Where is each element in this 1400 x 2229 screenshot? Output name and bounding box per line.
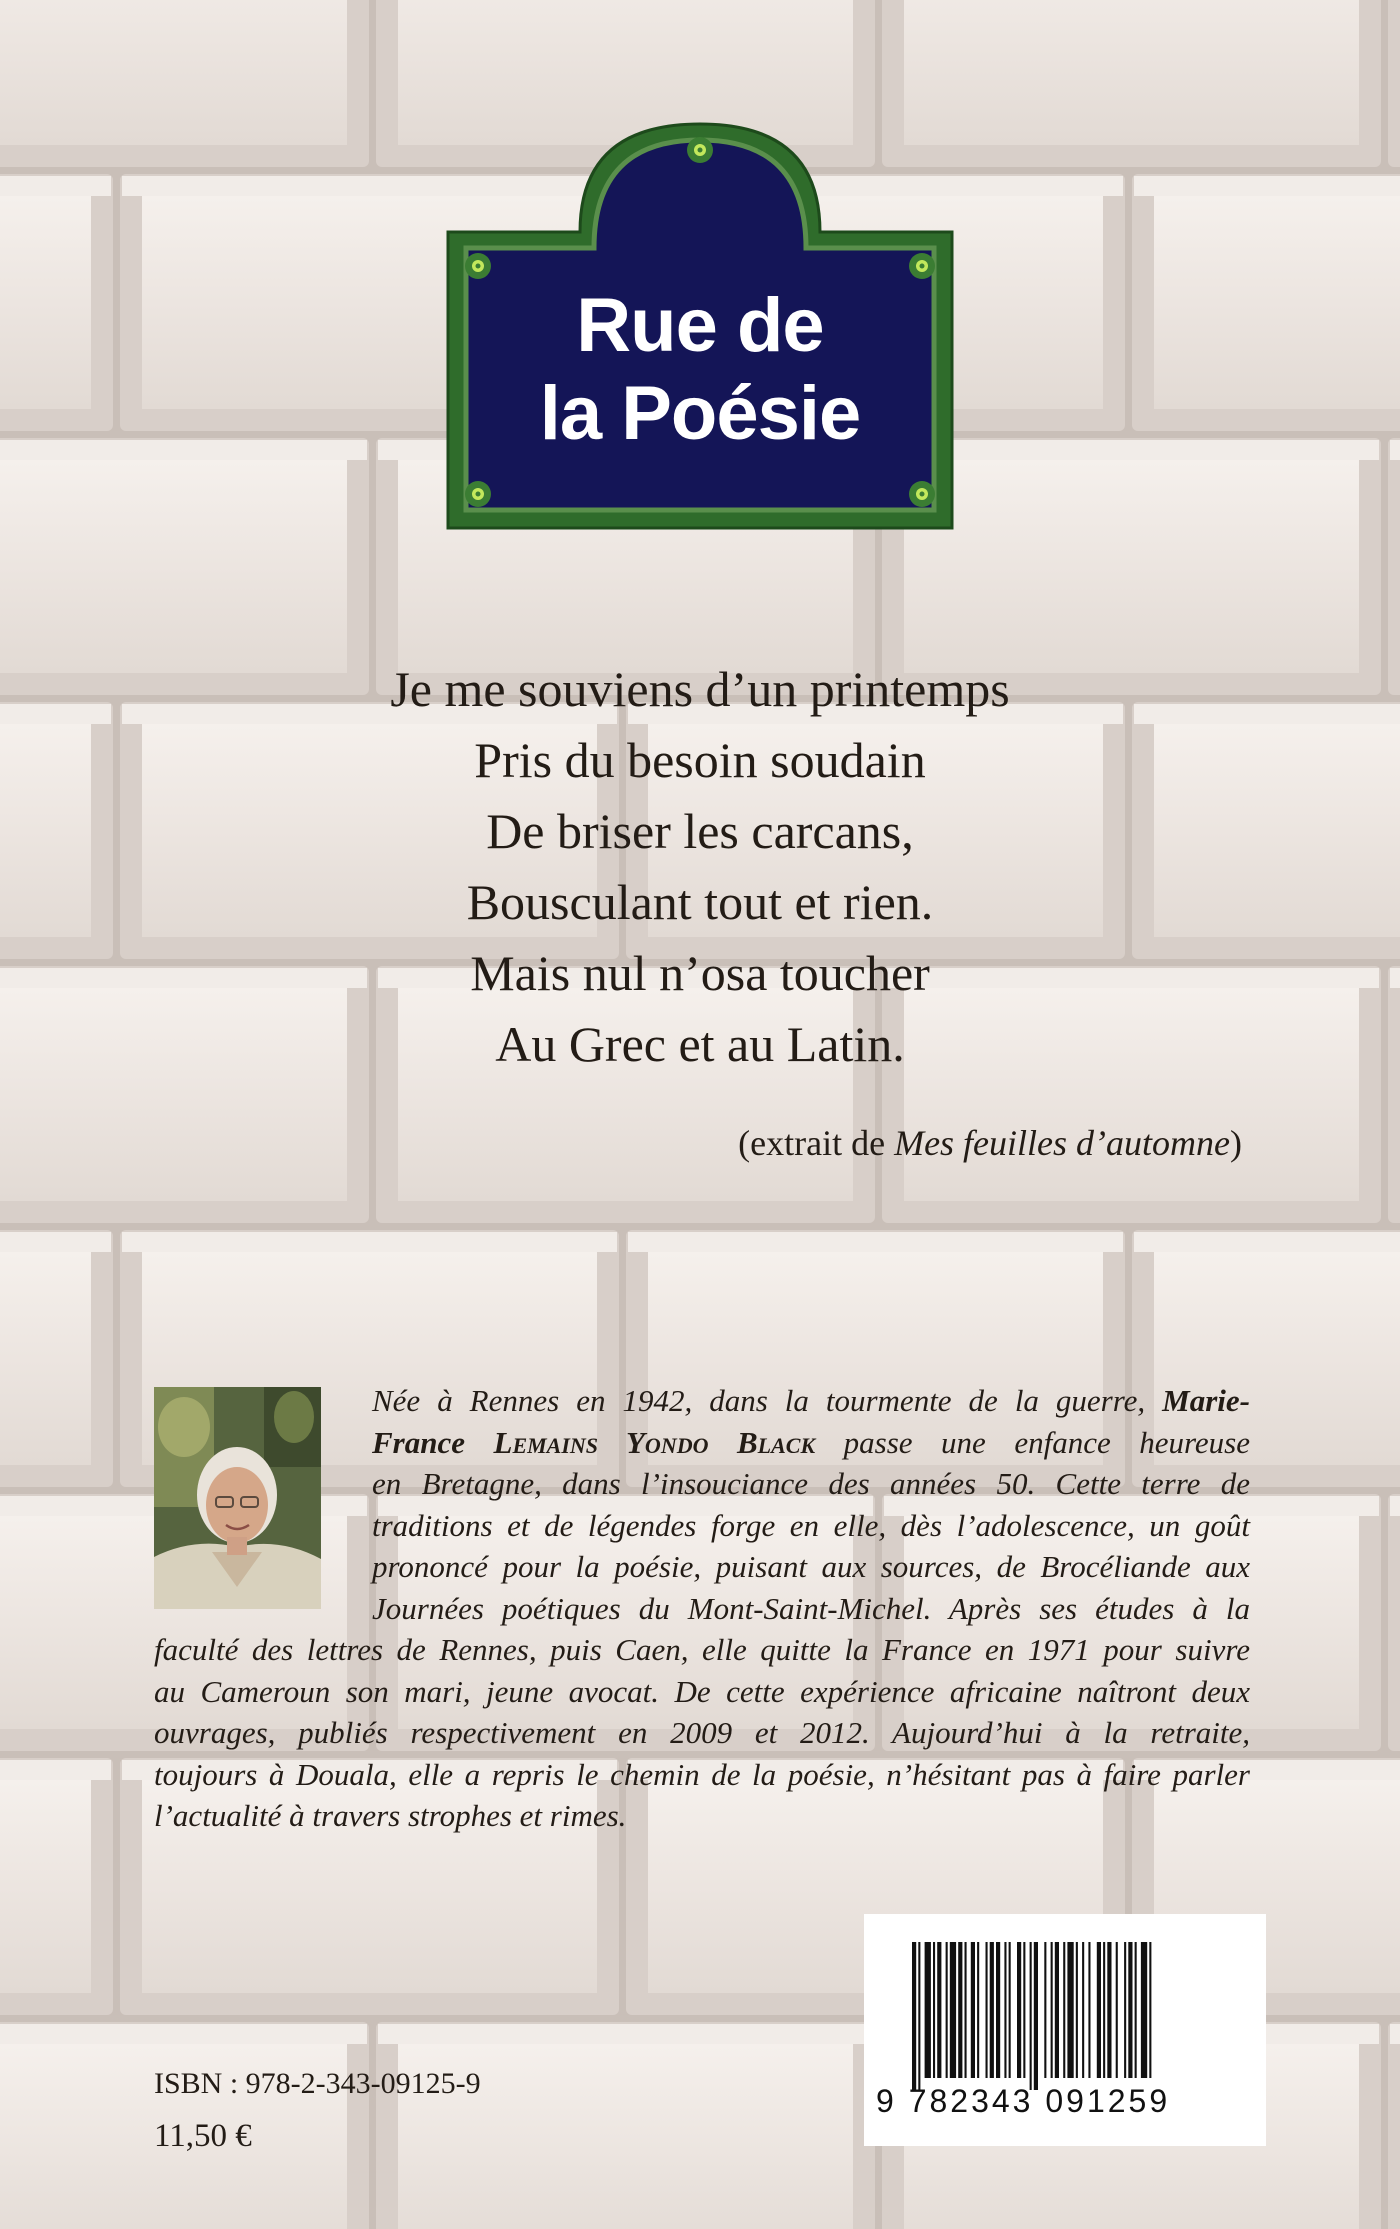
barcode-bar xyxy=(1107,1942,1111,2078)
wall-tile-face xyxy=(0,196,91,409)
sign-title-line-1: Rue de xyxy=(576,283,824,368)
barcode-bar xyxy=(1103,1942,1105,2078)
wall-tile-bevel xyxy=(1390,968,1400,988)
barcode-bar xyxy=(986,1942,988,2078)
author-name-second: France xyxy=(372,1424,465,1460)
barcode-bar xyxy=(996,1942,1000,2078)
barcode-bar xyxy=(1030,1942,1032,2090)
barcode-bar xyxy=(933,1942,935,2078)
wall-tile-face xyxy=(904,460,1359,673)
bio-line: l’actualité à travers strophes et rimes. xyxy=(154,1798,627,1833)
poem-line: Mais nul n’osa toucher xyxy=(470,945,930,1001)
barcode-bar xyxy=(1128,1942,1132,2078)
barcode-bar xyxy=(1004,1942,1006,2078)
bio-line: au Cameroun son mari, jeune avocat. De cette expérience africaine naîtront deux xyxy=(154,1673,1250,1709)
wall-tile-face xyxy=(0,1252,91,1465)
wall-tile xyxy=(1388,2022,1400,2229)
barcode-bar xyxy=(1076,1942,1078,2078)
barcode-bar xyxy=(1097,1942,1101,2078)
barcode-bar xyxy=(965,1942,967,2078)
barcode-bar xyxy=(1088,1942,1090,2078)
bio-text: Née à Rennes en 1942, dans la tourmente de la guerre, xyxy=(372,1383,1146,1418)
barcode-bar xyxy=(1023,1942,1025,2078)
wall-tile-face xyxy=(1154,196,1400,409)
wall-tile xyxy=(1388,438,1400,695)
bio-line: traditions et de légendes forge en elle, dès l’adolescence, un goût xyxy=(372,1507,1250,1543)
wall-tile-bevel xyxy=(1134,704,1400,724)
barcode-bar xyxy=(1034,1942,1038,2090)
barcode-bar xyxy=(990,1942,994,2078)
barcode-bar xyxy=(1141,1942,1147,2078)
wall-tile-bevel xyxy=(0,1232,111,1252)
wall-tile xyxy=(1388,1494,1400,1751)
sign-title xyxy=(440,282,960,458)
wall-tile xyxy=(1388,966,1400,1223)
barcode-bar xyxy=(925,1942,931,2078)
poem-excerpt xyxy=(300,654,1100,1080)
barcode-bar xyxy=(1044,1942,1046,2078)
wall-tile-face xyxy=(0,1780,91,1993)
wall-tile-bevel xyxy=(122,1232,617,1252)
wall-tile-bevel xyxy=(0,704,111,724)
barcode-bar xyxy=(918,1942,920,2090)
wall-tile-bevel xyxy=(378,2024,873,2044)
barcode-bar xyxy=(950,1942,956,2078)
wall-tile-face xyxy=(0,0,347,145)
wall-tile-face xyxy=(1154,724,1400,937)
bio-line: Journées poétiques du Mont-Saint-Michel. Après ses études à la xyxy=(372,1590,1250,1626)
price: 11,50 € xyxy=(154,2118,252,2154)
barcode-bar xyxy=(1017,1942,1021,2078)
barcode-bar xyxy=(1067,1942,1073,2078)
barcode-bar xyxy=(1124,1942,1126,2078)
barcode-bar xyxy=(912,1942,916,2090)
barcode-bar xyxy=(1116,1942,1118,2078)
barcode-bar xyxy=(971,1942,975,2078)
bio-line xyxy=(154,1422,1250,1464)
barcode-bar xyxy=(1135,1942,1137,2078)
barcode-bar xyxy=(1082,1942,1084,2078)
bio-line: en Bretagne, dans l’insouciance des années 50. Cette terre de xyxy=(372,1466,1250,1501)
author-surname: Lemains Yondo Black xyxy=(493,1424,816,1460)
poem-line: Au Grec et au Latin. xyxy=(495,1016,905,1072)
wall-tile-bevel xyxy=(628,1232,1123,1252)
wall-tile-bevel xyxy=(0,1760,111,1780)
bio-line: toujours à Douala, elle a repris le chemin de la poésie, n’hésitant pas à faire parler xyxy=(154,1756,1250,1792)
barcode-bar xyxy=(958,1942,962,2078)
poem-source-suffix: ) xyxy=(1230,1123,1242,1163)
bio-line: faculté des lettres de Rennes, puis Caen, elle quitte la France en 1971 pour suivre xyxy=(154,1632,1250,1667)
wall-tile-bevel xyxy=(0,2024,367,2044)
isbn: ISBN : 978-2-343-09125-9 xyxy=(154,2067,481,2100)
barcode-bar xyxy=(1149,1942,1151,2078)
poem-source-prefix: (extrait de xyxy=(738,1123,895,1163)
author-name-first: Marie- xyxy=(1162,1383,1250,1418)
bio-line: prononcé pour la poésie, puisant aux sources, de Brocéliande aux xyxy=(372,1549,1250,1584)
poem-line: Bousculant tout et rien. xyxy=(466,874,934,930)
barcode-digits: 9 782343 091259 xyxy=(876,2083,1171,2119)
wall-tile xyxy=(1388,0,1400,167)
wall-tile-bevel xyxy=(1390,2024,1400,2044)
wall-tile-bevel xyxy=(1390,1496,1400,1516)
bio-text: passe une enfance heureuse xyxy=(843,1424,1250,1460)
poem-line: Je me souviens d’un printemps xyxy=(390,661,1010,717)
wall-tile-bevel xyxy=(1134,1232,1400,1252)
barcode-bar xyxy=(1009,1942,1011,2078)
poem-source xyxy=(738,1121,1242,1165)
wall-tile-face xyxy=(0,460,347,673)
wall-tile-bevel xyxy=(1134,176,1400,196)
wall-tile-bevel xyxy=(0,176,111,196)
barcode-bar xyxy=(1055,1942,1059,2078)
barcode-bar xyxy=(946,1942,948,2078)
poem-line: De briser les carcans, xyxy=(486,803,914,859)
poem-source-title: Mes feuilles d’automne xyxy=(894,1123,1230,1163)
barcode-bar xyxy=(1063,1942,1065,2078)
poem-line: Pris du besoin soudain xyxy=(474,732,926,788)
wall-tile-bevel xyxy=(0,440,367,460)
wall-tile-face xyxy=(0,988,347,1201)
bio-line: ouvrages, publiés respectivement en 2009 et 2012. Aujourd’hui à la retraite, xyxy=(154,1715,1250,1750)
barcode-bar xyxy=(1051,1942,1053,2078)
author-bio xyxy=(154,1380,1250,1837)
wall-tile-face xyxy=(904,0,1359,145)
sign-title-line-2: la Poésie xyxy=(539,371,861,456)
barcode-bar xyxy=(937,1942,941,2078)
bio-line xyxy=(154,1380,1250,1422)
wall-tile-bevel xyxy=(1390,440,1400,460)
barcode-bar xyxy=(977,1942,979,2078)
wall-tile-face xyxy=(0,724,91,937)
